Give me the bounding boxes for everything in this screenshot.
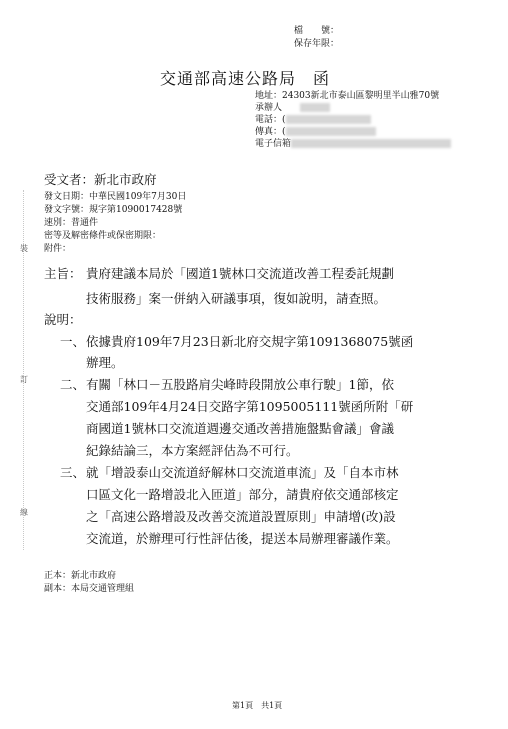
item-2-line-1: 有關「林口－五股路肩尖峰時段開放公車行駛」1節，依 xyxy=(86,377,394,392)
item-2-number: 二、 xyxy=(60,377,86,392)
item-3-line-3: 之「高速公路增設及改善交流道設置原則」申請增(改)設 xyxy=(86,509,396,524)
main-recipient: 正本：新北市政府 xyxy=(44,571,117,581)
item-2-line-3: 商國道1號林口交流道週邊交通改善措施盤點會議」會議 xyxy=(86,421,394,436)
retention-label: 保存年限： xyxy=(294,39,340,49)
file-number-label: 檔 號： xyxy=(294,26,340,36)
copy-recipient: 副本：本局交通管理組 xyxy=(44,584,135,594)
handler-label: 承辦人 xyxy=(255,103,283,113)
recipient: 受文者：新北市政府 xyxy=(44,172,157,187)
attachment: 附件： xyxy=(44,244,72,254)
phone-label: 電話：( xyxy=(255,115,286,125)
binding-mark-xian: 線 xyxy=(20,508,28,517)
speed-class: 速別：普通件 xyxy=(44,218,99,228)
handler xyxy=(255,102,330,114)
item-3-number: 三、 xyxy=(60,465,86,480)
document-title: 交通部高速公路局 函 xyxy=(160,69,331,88)
document-number: 發文字號：規字第1090017428號 xyxy=(44,205,183,215)
phone xyxy=(255,114,371,126)
email xyxy=(255,138,451,150)
item-1-line-2: 辦理。 xyxy=(86,355,124,370)
subject-line-2: 技術服務」案一併納入研議事項，復如說明，請查照。 xyxy=(86,291,387,306)
item-1-number: 一、 xyxy=(60,334,86,349)
item-2-line-2: 交通部109年4月24日交路字第1095005111號函所附「研 xyxy=(86,399,414,414)
secrecy-level: 密等及解密條件或保密期限： xyxy=(44,231,162,241)
explanation-label: 說明： xyxy=(44,312,82,327)
item-3-line-1: 就「增設泰山交流道紓解林口交流道車流」及「自本市林 xyxy=(86,465,399,480)
binding-mark-zhuang: 裝 xyxy=(20,244,28,253)
subject-line-1: 貴府建議本局於「國道1號林口交流道改善工程委託規劃 xyxy=(86,266,394,281)
redacted-handler xyxy=(300,103,330,112)
issue-date: 發文日期：中華民國109年7月30日 xyxy=(44,192,187,202)
fax-label: 傳真：( xyxy=(255,127,286,137)
redacted-fax xyxy=(286,127,376,136)
page-footer: 第1頁 共1頁 xyxy=(232,701,283,710)
item-3-line-2: 口區文化一路增設北入匝道」部分，請貴府依交通部核定 xyxy=(86,487,399,502)
email-label: 電子信箱 xyxy=(255,139,292,149)
item-1-line-1: 依據貴府109年7月23日新北府交規字第1091368075號函 xyxy=(86,334,414,349)
item-2-line-4: 紀錄結論三，本方案經評估為不可行。 xyxy=(86,443,299,458)
redacted-email xyxy=(291,139,451,148)
binding-mark-ding: 訂 xyxy=(20,375,28,384)
fax xyxy=(255,126,376,138)
subject-label: 主旨： xyxy=(44,266,82,281)
address: 地址：24303新北市泰山區黎明里半山雅70號 xyxy=(255,91,440,101)
item-3-line-4: 交流道，於辦理可行性評估後，提送本局辦理審議作業。 xyxy=(86,531,399,546)
redacted-phone xyxy=(286,115,371,124)
